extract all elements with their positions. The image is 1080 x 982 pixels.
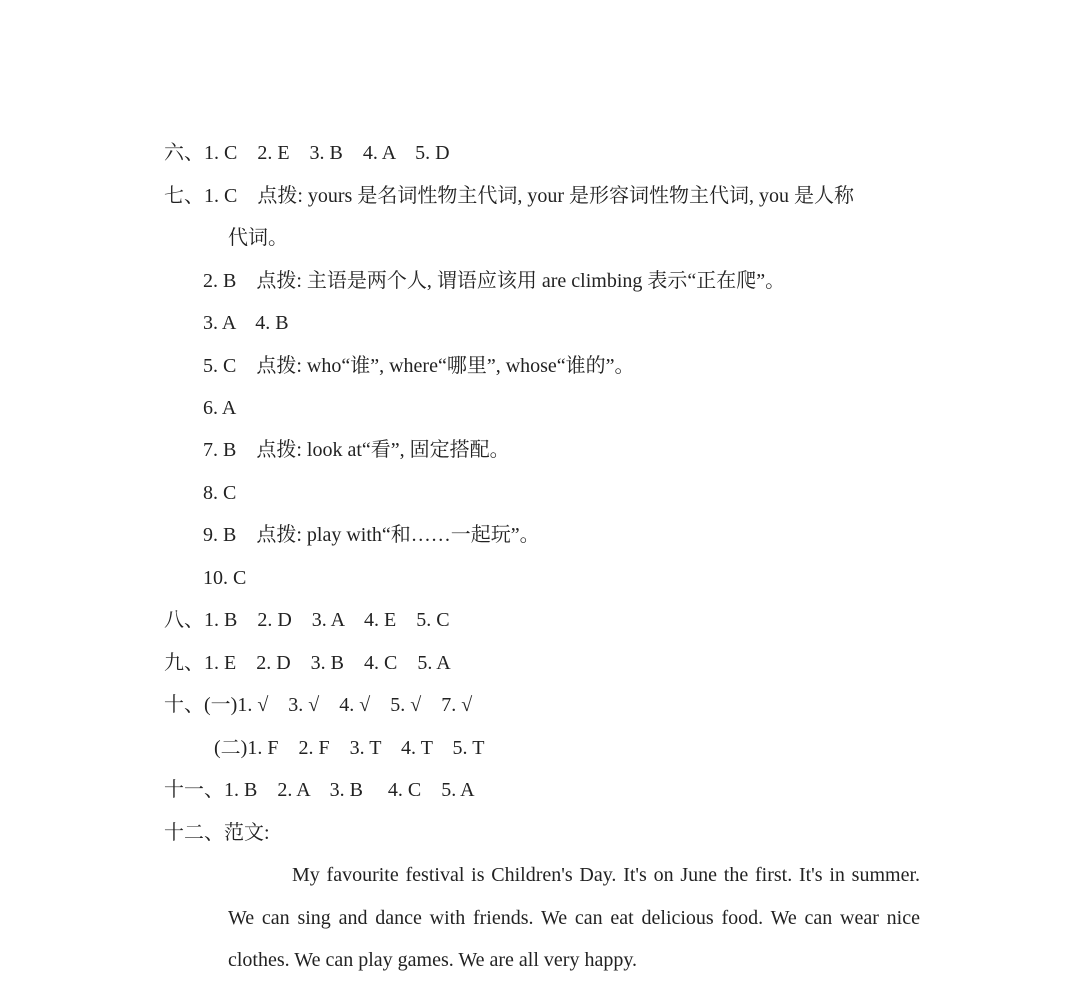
answer-section-10-part-1: 十、(一)1. √ 3. √ 4. √ 5. √ 7. √ (164, 694, 473, 716)
answer-section-7-item-1: 七、1. C 点拨: yours 是名词性物主代词, your 是形容词性物主代词, you 是人称 (164, 185, 854, 207)
answer-section-7-item-6: 6. A (203, 397, 237, 419)
answer-section-12-heading: 十二、范文: (164, 822, 270, 844)
answer-section-7-item-9: 9. B 点拨: play with“和……一起玩”。 (203, 524, 540, 546)
answer-section-8: 八、1. B 2. D 3. A 4. E 5. C (164, 609, 450, 631)
answer-section-9: 九、1. E 2. D 3. B 4. C 5. A (164, 652, 451, 674)
answer-section-7-item-3-4: 3. A 4. B (203, 312, 289, 334)
answer-section-7-item-1-cont: 代词。 (228, 227, 288, 249)
answer-section-7-item-10: 10. C (203, 567, 247, 589)
answer-section-6: 六、1. C 2. E 3. B 4. A 5. D (164, 142, 450, 164)
sample-essay-text: My favourite festival is Children's Day. It's on June the first. It's in summer. We can sing and dance with friends. We can eat delicious food. We can wear nice clothes. We can play games. We are all very happy. (228, 864, 920, 971)
answer-section-7-item-2: 2. B 点拨: 主语是两个人, 谓语应该用 are climbing 表示“正在爬”。 (203, 270, 786, 292)
answer-section-7-item-8: 8. C (203, 482, 237, 504)
answer-section-10-part-2: (二)1. F 2. F 3. T 4. T 5. T (214, 737, 485, 759)
answer-section-11: 十一、1. B 2. A 3. B 4. C 5. A (164, 779, 475, 801)
answer-section-7-item-7: 7. B 点拨: look at“看”, 固定搭配。 (203, 439, 510, 461)
sample-essay (228, 854, 920, 982)
answer-section-7-item-5: 5. C 点拨: who“谁”, where“哪里”, whose“谁的”。 (203, 355, 635, 377)
